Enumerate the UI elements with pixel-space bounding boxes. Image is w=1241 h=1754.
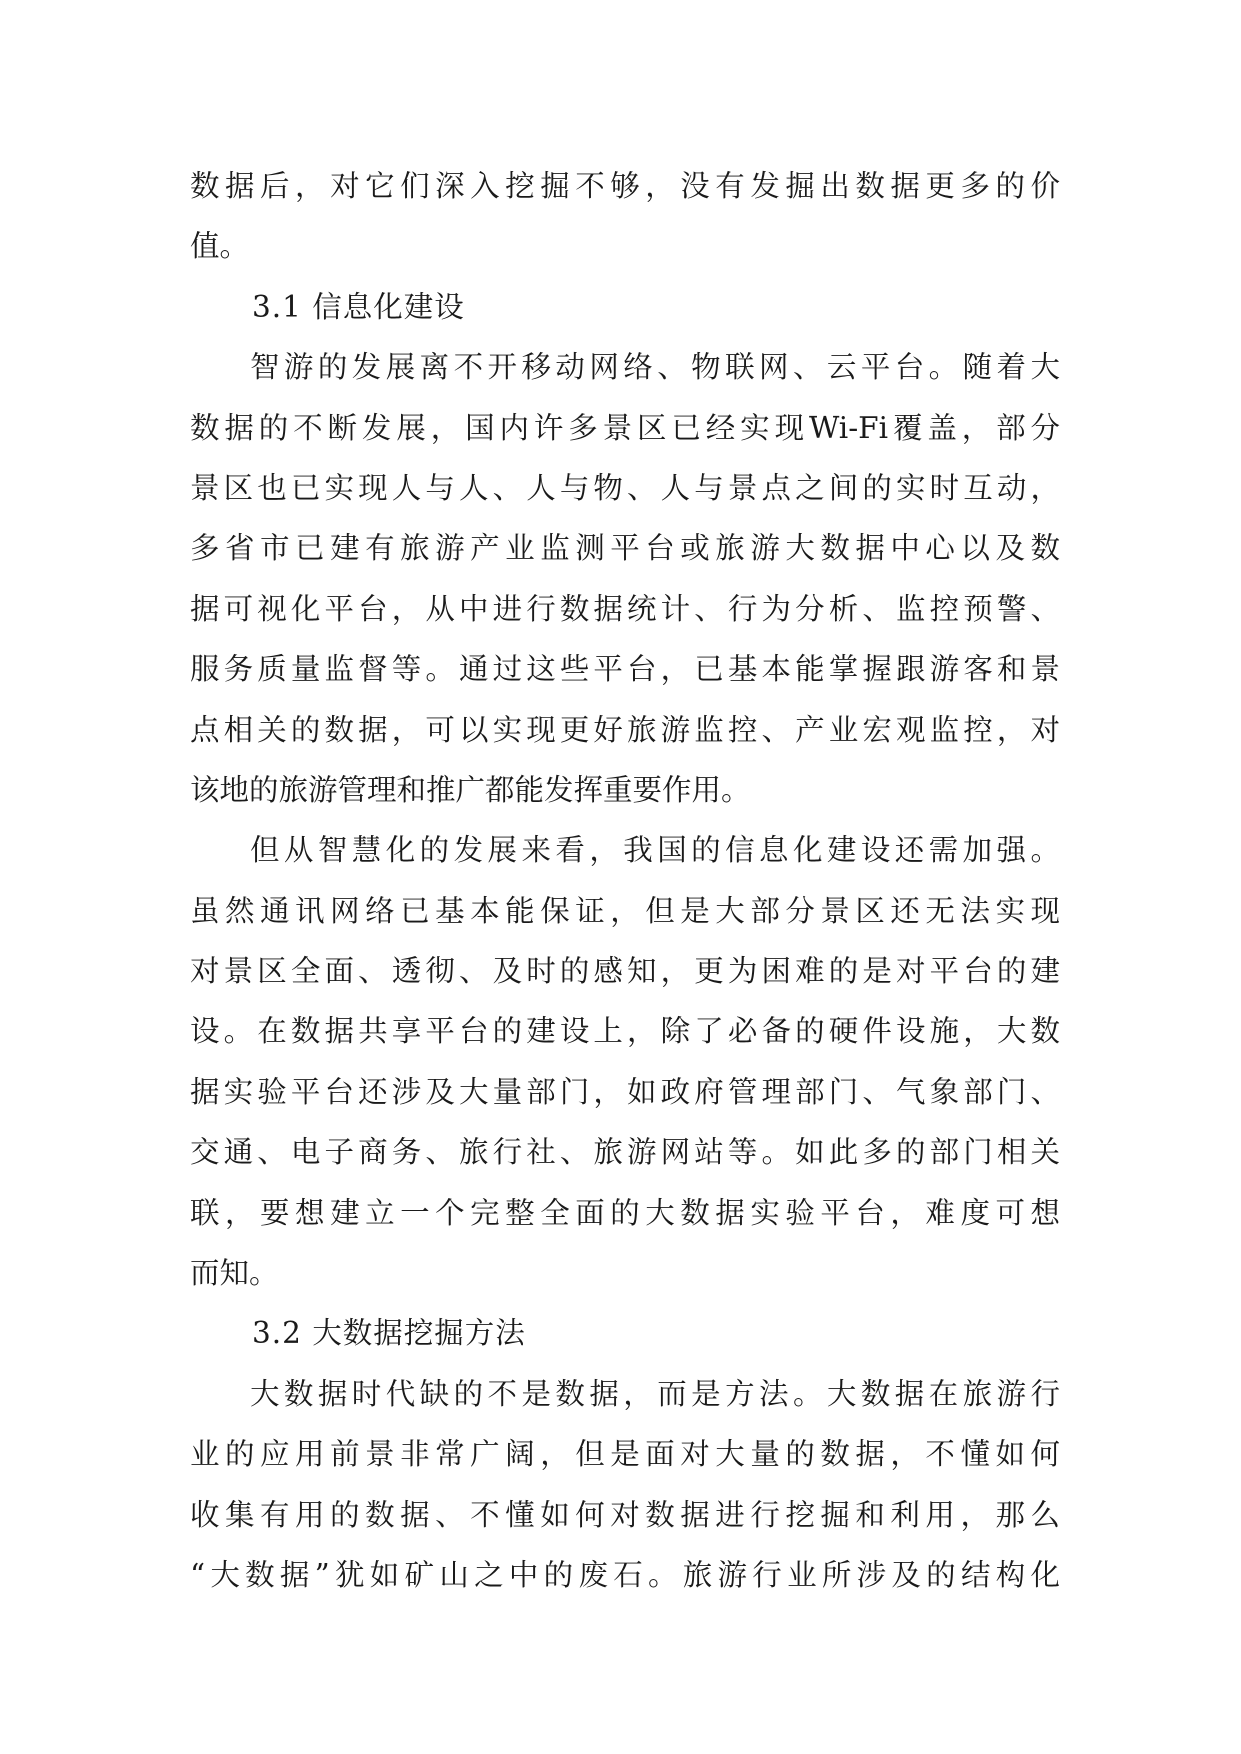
- body-text-line: 服务质量监督等。通过这些平台，已基本能掌握跟游客和景: [190, 652, 1060, 687]
- document-body: [190, 156, 1060, 1605]
- body-text-line: “大数据”犹如矿山之中的废石。旅游行业所涉及的结构化: [190, 1557, 1060, 1592]
- body-text-line: 交通、电子商务、旅行社、旅游网站等。如此多的部门相关: [190, 1135, 1060, 1170]
- section-heading-3-1: 3.1 信息化建设: [252, 289, 465, 324]
- body-text-line: 但从智慧化的发展来看，我国的信息化建设还需加强。: [250, 833, 1060, 868]
- body-text-line: 智游的发展离不开移动网络、物联网、云平台。随着大: [250, 350, 1060, 385]
- body-text-line: 据实验平台还涉及大量部门，如政府管理部门、气象部门、: [190, 1074, 1060, 1109]
- body-text-line: 数据后，对它们深入挖掘不够，没有发掘出数据更多的价: [190, 169, 1060, 203]
- body-text-line: 点相关的数据，可以实现更好旅游监控、产业宏观监控，对: [190, 712, 1060, 747]
- body-text-line: 联，要想建立一个完整全面的大数据实验平台，难度可想: [190, 1195, 1060, 1230]
- body-text-line: 对景区全面、透彻、及时的感知，更为困难的是对平台的建: [190, 954, 1060, 989]
- body-text-line: 大数据时代缺的不是数据，而是方法。大数据在旅游行: [250, 1376, 1060, 1411]
- body-text-line: 而知。: [190, 1256, 279, 1291]
- body-text-line: 据可视化平台，从中进行数据统计、行为分析、监控预警、: [190, 591, 1060, 626]
- body-text-line: 收集有用的数据、不懂如何对数据进行挖掘和利用，那么: [190, 1497, 1060, 1532]
- body-text-line: 该地的旅游管理和推广都能发挥重要作用。: [190, 772, 751, 807]
- body-text-line: 虽然通讯网络已基本能保证，但是大部分景区还无法实现: [190, 893, 1060, 928]
- body-text-line: 设。在数据共享平台的建设上，除了必备的硬件设施，大数: [190, 1014, 1060, 1049]
- body-text-line: 多省市已建有旅游产业监测平台或旅游大数据中心以及数: [190, 531, 1060, 566]
- body-text-line: 值。: [190, 229, 250, 264]
- body-text-line: 景区也已实现人与人、人与物、人与景点之间的实时互动，: [190, 470, 1060, 505]
- body-text-line: 数据的不断发展，国内许多景区已经实现Wi-Fi覆盖，部分: [190, 410, 1060, 445]
- section-heading-3-2: 3.2 大数据挖掘方法: [252, 1316, 526, 1351]
- body-text-line: 业的应用前景非常广阔，但是面对大量的数据，不懂如何: [190, 1437, 1060, 1472]
